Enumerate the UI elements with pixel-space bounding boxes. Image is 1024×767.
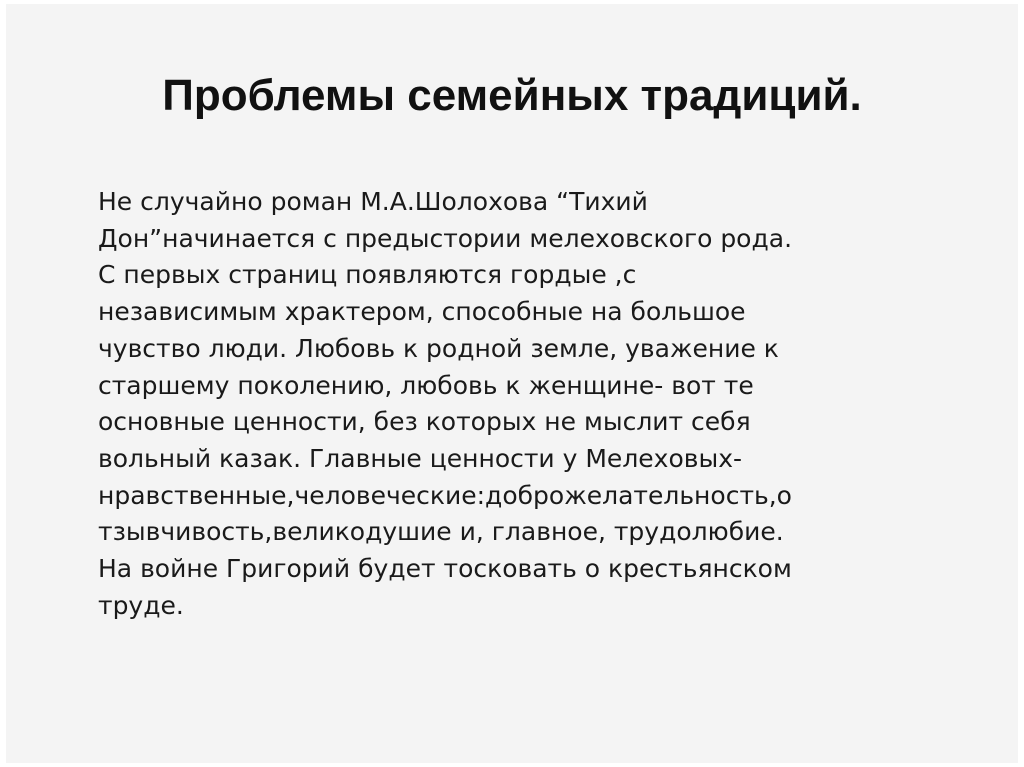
slide — [6, 4, 1018, 763]
body-text-line: старшему поколению, любовь к женщине- вот те — [98, 370, 754, 400]
body-text-line: труде. — [98, 590, 184, 620]
slide-title: Проблемы семейных традиций. — [162, 71, 862, 120]
body-text-line: нравственные,человеческие:доброжелательность,о — [98, 480, 792, 510]
body-text-line: Не случайно роман М.А.Шолохова “Тихий — [98, 187, 648, 216]
body-text-line: основные ценности, без которых не мыслит себя — [98, 407, 751, 437]
body-text-line: чувство люди. Любовь к родной земле, уважение к — [98, 333, 779, 363]
body-text-line: Дон”начинается с предыстории мелеховского рода. — [98, 223, 793, 253]
body-text-line: На войне Григорий будет тосковать о крестьянском — [98, 554, 792, 584]
slide-body-text — [98, 184, 998, 624]
body-text-line: вольный казак. Главные ценности у Мелеховых- — [98, 443, 743, 473]
body-text-line: С первых страниц появляются гордые ,с — [98, 260, 637, 290]
body-text-line: тзывчивость,великодушие и, главное, трудолюбие. — [98, 517, 784, 547]
body-text-line: независимым храктером, способные на большое — [98, 297, 746, 327]
